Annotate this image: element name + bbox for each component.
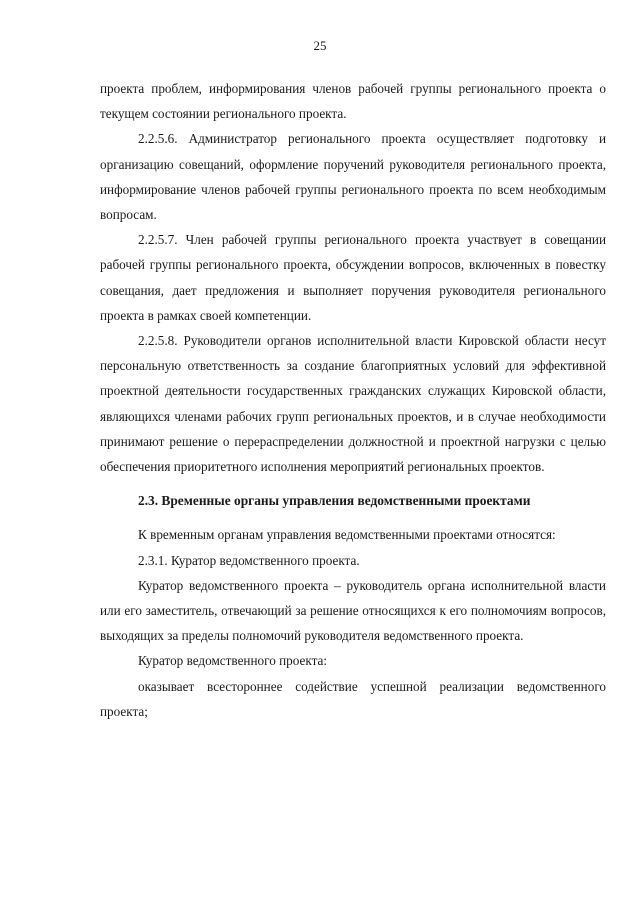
paragraph-curator-definition: Куратор ведомственного проекта – руководитель органа исполнительной власти или его заместитель, отвечающий за решение относящихся к его полномочиям вопросов, выходящих за пределы полномочий руководителя ведомственного проекта. (100, 577, 606, 644)
paragraph-2-2-5-6: 2.2.5.6. Администратор регионального проекта осуществляет подготовку и организацию совещаний, оформление поручений руководителя регионального проекта, информирование членов рабочей группы регионального проекта по всем необходимым вопросам. (100, 131, 606, 223)
paragraph-curator-intro: Куратор ведомственного проекта: (138, 653, 328, 669)
paragraph-2-2-5-8: 2.2.5.8. Руководители органов исполнительной власти Кировской области несут персональную ответственность за создание благоприятных условий для эффективной проектной деятельности государственных гражданских служащих Кировской области, являющихся членами рабочих групп региональных проектов, и в случае необходимости принимают решение о перераспределении должностной и проектной нагрузки с целью обеспечения приоритетного исполнения мероприятий региональных проектов. (100, 333, 606, 475)
paragraph-temporary-bodies: К временным органам управления ведомственными проектами относятся: (138, 527, 556, 543)
section-heading-2-3: 2.3. Временные органы управления ведомственными проектами (138, 493, 531, 509)
paragraph-curator-duty: оказывает всестороннее содействие успешной реализации ведомственного проекта; (100, 678, 606, 719)
paragraph-2-3-1: 2.3.1. Куратор ведомственного проекта. (138, 552, 360, 568)
paragraph-2-2-5-7: 2.2.5.7. Член рабочей группы регионального проекта участвует в совещании рабочей группы регионального проекта, обсуждении вопросов, включенных в повестку совещания, дает предложения и выполняет поручения руководителя регионального проекта в рамках своей компетенции. (100, 232, 606, 323)
document-body (100, 76, 606, 724)
page-number: 25 (313, 38, 327, 53)
paragraph-continuation: проекта проблем, информирования членов рабочей группы регионального проекта о текущем состоянии регионального проекта. (100, 81, 606, 122)
